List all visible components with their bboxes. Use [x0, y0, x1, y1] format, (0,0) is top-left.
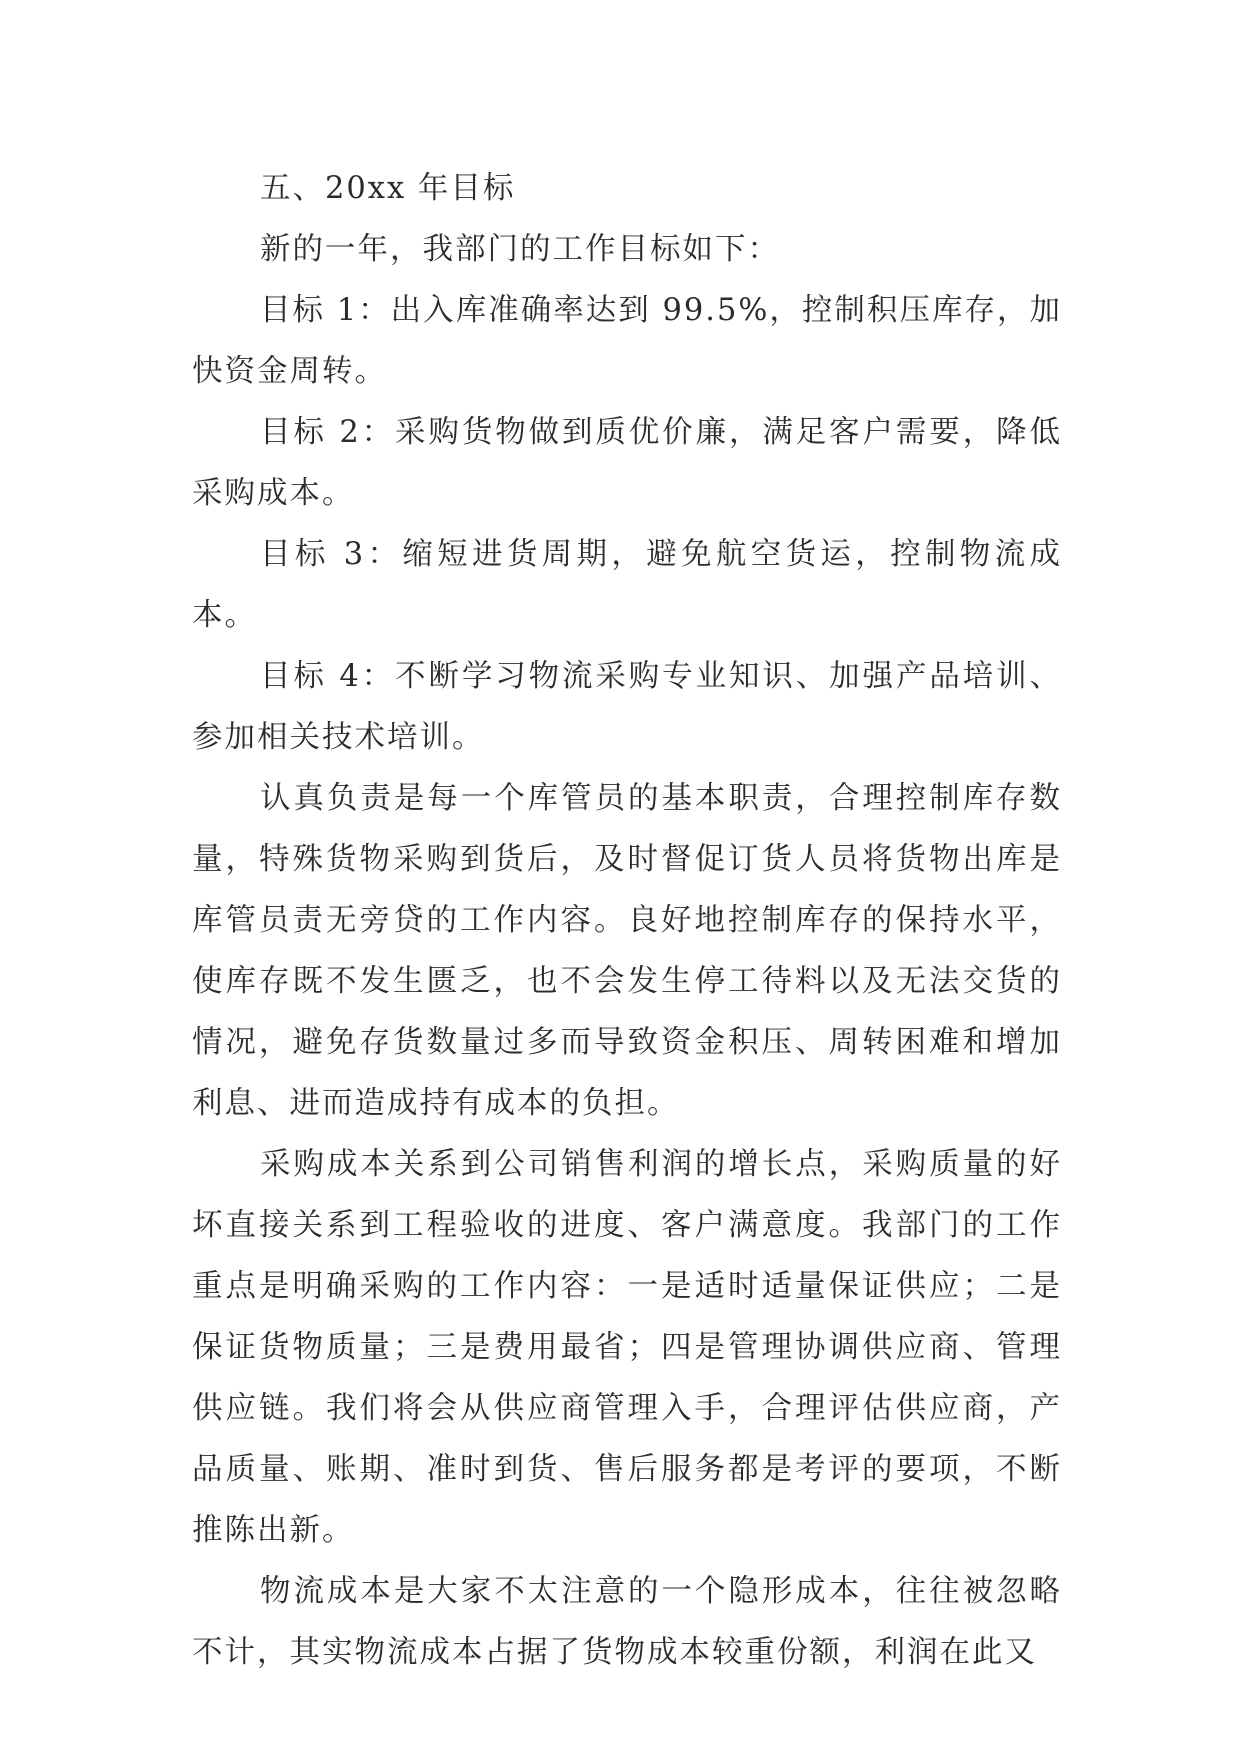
document-body [192, 158, 1062, 1683]
paragraph-logistics: 物流成本是大家不太注意的一个隐形成本，往往被忽略不计，其实物流成本占据了货物成本较重份额，利润在此又 [192, 1574, 1062, 1670]
goal-1: 目标 1：出入库准确率达到 99.5%，控制积压库存，加快资金周转。 [192, 293, 1062, 389]
goal-2: 目标 2：采购货物做到质优价廉，满足客户需要，降低采购成本。 [192, 415, 1062, 511]
paragraph-inventory: 认真负责是每一个库管员的基本职责，合理控制库存数量，特殊货物采购到货后，及时督促订货人员将货物出库是库管员责无旁贷的工作内容。良好地控制库存的保持水平，使库存既不发生匮乏，也不会发生停工待料以及无法交货的情况，避免存货数量过多而导致资金积压、周转困难和增加利息、进而造成持有成本的负担。 [192, 781, 1062, 1121]
goal-4: 目标 4：不断学习物流采购专业知识、加强产品培训、参加相关技术培训。 [192, 659, 1062, 755]
paragraph-procurement: 采购成本关系到公司销售利润的增长点，采购质量的好坏直接关系到工程验收的进度、客户满意度。我部门的工作重点是明确采购的工作内容：一是适时适量保证供应；二是保证货物质量；三是费用最省；四是管理协调供应商、管理供应链。我们将会从供应商管理入手，合理评估供应商，产品质量、账期、准时到货、售后服务都是考评的要项，不断推陈出新。 [192, 1147, 1062, 1548]
goal-3: 目标 3：缩短进货周期，避免航空货运，控制物流成本。 [192, 537, 1062, 633]
section-heading: 五、20xx 年目标 [260, 171, 516, 206]
intro-paragraph: 新的一年，我部门的工作目标如下： [260, 232, 780, 267]
